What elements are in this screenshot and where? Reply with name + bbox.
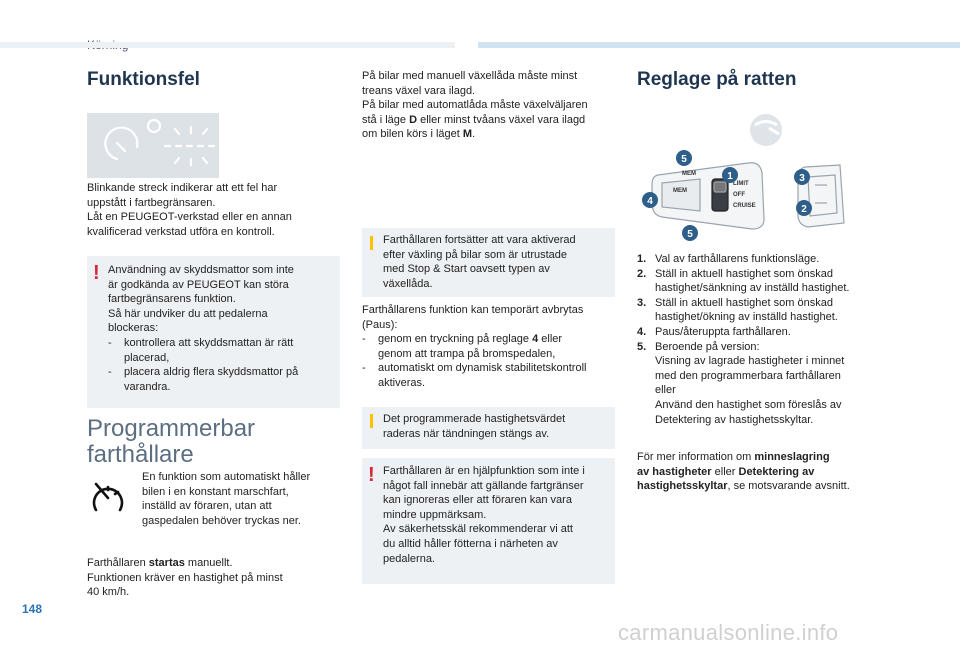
warning-icon: !	[368, 464, 375, 486]
text-line: uppstått i fartbegränsaren.	[87, 196, 216, 209]
warning-icon: !	[93, 262, 100, 284]
text-span: , se motsvarande avsnitt.	[727, 480, 850, 493]
text-span: eller	[538, 333, 563, 346]
callout-3: 3	[799, 173, 805, 184]
text-line: Detektering av hastighetsskyltar.	[655, 413, 814, 426]
text-line: något fall innebär att gällande fartgränser	[383, 479, 584, 492]
text-line: Visning av lagrade hastigheter i minnet	[655, 355, 845, 368]
text-line: Farthållaren fortsätter att vara aktiverad	[383, 234, 576, 246]
text-line: bilen i en konstant marschfart,	[142, 485, 289, 498]
fault-paragraph	[87, 181, 337, 239]
text-line: varandra.	[124, 380, 171, 393]
info-icon	[370, 236, 373, 250]
list-item	[637, 267, 907, 296]
stalk-label: LIMIT	[733, 181, 749, 187]
text-line: kvalificerad verkstad utföra en kontroll.	[87, 225, 275, 238]
text-line: På bilar med automatlåda måste växelväljaren	[362, 99, 588, 112]
list-item	[637, 296, 907, 325]
watermark-footer: carmanualsonline.info	[618, 620, 839, 645]
text-line: Farthållaren är en hjälpfunktion som inte i	[383, 465, 585, 477]
text-line: Val av farthållarens funktionsläge.	[655, 253, 820, 265]
text-line: är godkända av PEUGEOT kan störa	[108, 278, 289, 291]
text-line: 40 km/h.	[87, 586, 130, 599]
callout-5b: 5	[687, 229, 693, 240]
text-line: Paus/återuppta farthållaren.	[655, 325, 791, 338]
bullet-item	[362, 332, 617, 361]
text-line: efter växling på bilar som är utrustade	[383, 248, 568, 261]
cruise-start-text	[87, 556, 347, 600]
text-line: raderas när tändningen stängs av.	[383, 427, 550, 440]
text-line: En funktion som automatiskt håller	[142, 471, 311, 483]
text-line: Av säkerhetsskäl rekommenderar vi att	[383, 523, 573, 536]
heading-reglage: Reglage på ratten	[637, 69, 797, 90]
gear-requirement-text	[362, 69, 617, 142]
text-line: Så här undviker du att pedalerna	[108, 307, 268, 320]
text-span: om bilen körs i läget	[362, 128, 463, 141]
speedometer-fault-icon-box	[87, 113, 219, 178]
text-bold: D	[409, 113, 418, 126]
text-line: Låt en PEUGEOT-verkstad eller en annan	[87, 211, 292, 224]
pause-text	[362, 303, 617, 391]
text-line: du alltid håller fötterna i närheten av	[383, 537, 558, 550]
text-line: Blinkande streck indikerar att ett fel har	[87, 182, 278, 194]
info-box-erase	[362, 407, 615, 449]
text-line: farthållare	[87, 441, 194, 468]
info-box-stop-start	[362, 228, 615, 297]
text-span: eller minst tvåans växel vara ilagd	[417, 113, 586, 126]
text-line: inställd av föraren, utan att	[142, 500, 272, 513]
text-line: Ställ in aktuell hastighet som önskad	[655, 267, 833, 280]
item-number: 5.	[637, 340, 647, 353]
text-line: Användning av skyddsmattor som inte	[108, 264, 294, 276]
text-line: mindre uppmärksam.	[383, 508, 487, 521]
list-item	[637, 325, 907, 340]
warning-box-driver	[362, 458, 615, 584]
text-line: med den programmerbara farthållaren	[655, 369, 841, 382]
callout-5: 5	[681, 154, 687, 165]
text-line: - automatiskt om dynamisk stabilitetskontroll	[378, 362, 587, 375]
text-span: genom en tryckning på reglage	[378, 333, 533, 346]
text-span: eller	[711, 465, 739, 478]
item-number: 2.	[637, 267, 647, 280]
text-bold: startas	[148, 557, 185, 569]
cruise-stalk-illustration	[640, 145, 850, 243]
warning-box-mats	[87, 256, 340, 408]
stalk-label: CRUISE	[733, 203, 756, 209]
text-line	[87, 556, 347, 571]
text-line: hastighet/sänkning av inställd hastighet.	[655, 282, 850, 295]
text-line: placerad,	[124, 351, 170, 364]
text-span: För mer information om	[637, 451, 755, 463]
text-span: .	[472, 128, 476, 141]
text-line: aktiveras.	[378, 376, 426, 389]
bullet-item	[108, 336, 336, 365]
text-span: manuellt.	[184, 557, 233, 569]
speedometer-fault-icon	[87, 113, 219, 178]
stalk-label: MEM	[673, 188, 687, 194]
text-line: Farthållarens funktion kan temporärt avbrytas	[362, 304, 584, 316]
text-line: genom att trampa på bromspedalen,	[378, 347, 556, 360]
text-line	[362, 113, 617, 128]
bullet-item	[108, 365, 336, 394]
more-info-text	[637, 450, 907, 494]
text-line: Funktionen kräver en hastighet på minst	[87, 571, 283, 584]
text-span: stå i läge	[362, 113, 410, 126]
bullet-item	[362, 361, 617, 390]
text-line: - kontrollera att skyddsmattan är rätt	[124, 336, 294, 349]
header-bar-left	[0, 42, 455, 48]
text-line: Programmerbar	[87, 415, 256, 442]
item-number: 1.	[637, 253, 647, 265]
text-line: Ställ in aktuell hastighet som önskad	[655, 296, 833, 309]
callout-4: 4	[647, 196, 653, 207]
text-line: Använd den hastighet som föreslås av	[655, 398, 842, 411]
text-bold: 4	[532, 333, 539, 346]
callout-2: 2	[801, 204, 807, 215]
text-line: eller	[655, 384, 676, 397]
header-bar-right	[478, 42, 960, 48]
stalk-label: MEM	[682, 171, 696, 177]
stalk-label: OFF	[733, 192, 745, 198]
text-line: Det programmerade hastighetsvärdet	[383, 413, 566, 425]
text-line: - placera aldrig flera skyddsmattor på	[124, 366, 299, 379]
text-line: växellåda.	[383, 277, 433, 290]
list-item	[637, 340, 907, 428]
text-line: gaspedalen behöver tryckas ner.	[142, 514, 301, 527]
text-line	[637, 450, 907, 465]
callout-1: 1	[727, 171, 733, 182]
item-number: 3.	[637, 296, 647, 309]
item-number: 4.	[637, 325, 647, 338]
info-icon	[370, 414, 373, 428]
text-line: På bilar med manuell växellåda måste minst	[362, 70, 578, 82]
heading-funktionsfel: Funktionsfel	[87, 69, 200, 90]
text-line	[637, 465, 907, 480]
text-bold: av hastigheter	[637, 465, 712, 478]
text-line	[362, 127, 617, 142]
controls-list	[637, 252, 907, 427]
text-line: med Stop & Start oavsett typen av	[383, 263, 550, 276]
text-line: kan ignoreras eller att föraren kan vara	[383, 494, 572, 507]
text-line	[378, 332, 617, 347]
list-item	[637, 252, 907, 267]
text-line: fartbegränsarens funktion.	[108, 293, 236, 306]
page-number: 148	[22, 602, 43, 616]
text-bold: M	[462, 128, 473, 141]
text-line: hastighet/ökning av inställd hastighet.	[655, 311, 838, 324]
cruise-intro	[142, 470, 342, 528]
text-bold: minneslagring	[754, 451, 830, 463]
text-line: pedalerna.	[383, 552, 435, 565]
heading-programmerbar-farthallare	[87, 416, 255, 468]
text-line: (Paus):	[362, 318, 398, 331]
text-line: Beroende på version:	[655, 340, 760, 353]
text-line	[637, 479, 907, 494]
text-bold: hastighetsskyltar	[637, 480, 728, 493]
text-bold: Detektering av	[738, 465, 815, 478]
text-span: Farthållaren	[87, 557, 149, 569]
text-line: treans växel vara ilagd.	[362, 84, 476, 97]
cruise-control-icon	[88, 478, 128, 519]
text-line: blockeras:	[108, 322, 159, 335]
